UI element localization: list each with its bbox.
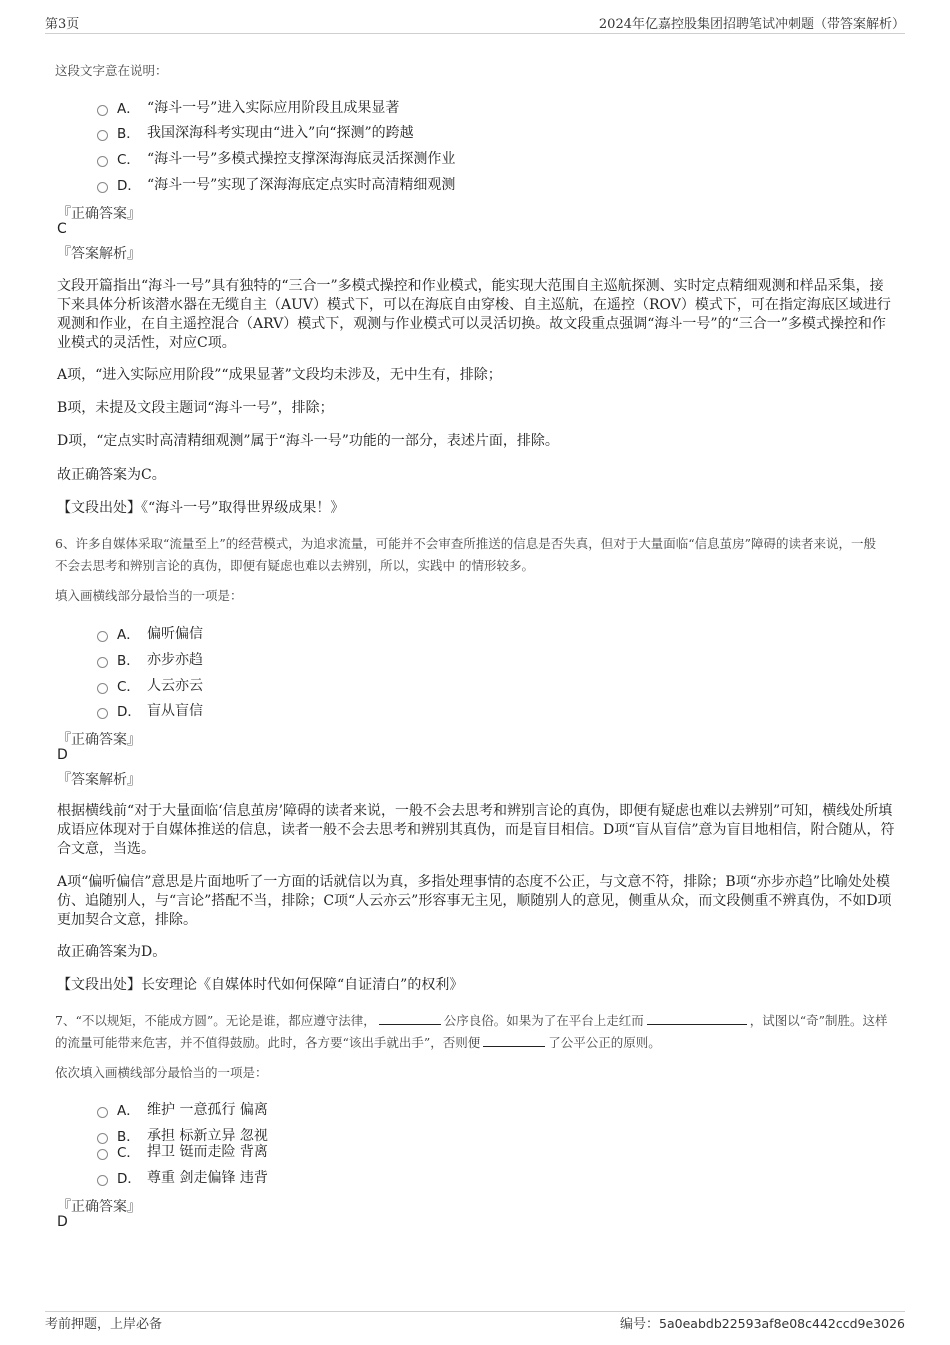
q5-option-c[interactable]: C． “海斗一号”多模式操控支撑深海海底灵活探测作业: [97, 148, 455, 168]
q5-option-a[interactable]: A． “海斗一号”进入实际应用阶段且成果显著: [97, 97, 399, 117]
header-divider: [45, 33, 905, 34]
question-6-instruction: 填入画横线部分最恰当的一项是：: [55, 588, 243, 603]
q5-option-b[interactable]: B． 我国深海科考实现由“进入”向“探测”的跨越: [97, 122, 414, 142]
q6-option-d[interactable]: D． 盲从盲信: [97, 700, 203, 720]
analysis-conclusion: 故正确答案为D。: [57, 944, 167, 960]
radio-icon[interactable]: [97, 1149, 108, 1160]
radio-icon[interactable]: [97, 130, 108, 141]
analysis-label: 『答案解析』: [57, 772, 141, 788]
question-5-prompt: 这段文字意在说明：: [55, 63, 168, 78]
page-number: 第3页: [45, 17, 80, 32]
radio-icon[interactable]: [97, 1107, 108, 1118]
answer-blank[interactable]: [647, 1012, 747, 1025]
analysis-paragraph: D项，“定点实时高清精细观测”属于“海斗一号”功能的一部分，表述片面，排除。: [57, 433, 559, 449]
answer-label: 『正确答案』: [57, 206, 141, 222]
q6-option-a[interactable]: A． 偏听偏信: [97, 623, 203, 643]
document-title: 2024年亿嘉控股集团招聘笔试冲刺题（带答案解析）: [598, 17, 905, 32]
q6-option-c[interactable]: C． 人云亦云: [97, 675, 203, 695]
analysis-paragraph: 根据横线前“对于大量面临‘信息茧房’障碍的读者来说，一般不会去思考和辨别言论的真伪，即便有疑虑也难以去辨别”可知，横线处所填成语应体现对于自媒体推送的信息，读者一般不会去思考和辨别其真伪，而是盲目相信。D项“盲从盲信”意为盲目地相信，附合随从，符合文意，当选。: [57, 803, 895, 857]
correct-answer: C: [57, 221, 67, 237]
analysis-paragraph: A项“偏听偏信”意思是片面地听了一方面的话就信以为真，多指处理事情的态度不公正，与文意不符，排除；B项“亦步亦趋”比喻处处模仿、追随别人，与“言论”搭配不当，排除；C项“人云亦云”形容事无主见，顺随别人的意见，侧重从众，而文段侧重不辨真伪，不如D项更加契合文意，排除。: [57, 874, 892, 928]
correct-answer: D: [57, 1214, 68, 1230]
answer-label: 『正确答案』: [57, 1199, 141, 1215]
analysis-label: 『答案解析』: [57, 246, 141, 262]
answer-blank[interactable]: [379, 1012, 441, 1025]
q5-option-d[interactable]: D． “海斗一号”实现了深海海底定点实时高清精细观测: [97, 174, 455, 194]
analysis-paragraph: 文段开篇指出“海斗一号”具有独特的“三合一”多模式操控和作业模式，能实现大范围自主巡航探测、实时定点精细观测和样品采集，接下来具体分析该潜水器在无缆自主（AUV）模式下，可以在海底自由穿梭、自主巡航，在遥控（ROV）模式下，可在指定海底区域进行观测和作业，在自主遥控混合（ARV）模式下，观测与作业模式可以灵活切换。故文段重点强调“海斗一号”的“三合一”多模式操控和作业模式的灵活性，对应C项。: [57, 278, 891, 351]
document-code: 编号：5a0eabdb22593af8e08c442ccd9e3026: [620, 1316, 905, 1332]
question-7-instruction: 依次填入画横线部分最恰当的一项是：: [55, 1065, 268, 1080]
q6-option-b[interactable]: B． 亦步亦趋: [97, 649, 203, 669]
q7-option-c[interactable]: C． 捍卫 铤而走险 背离: [97, 1141, 268, 1161]
answer-blank[interactable]: [483, 1034, 545, 1047]
analysis-paragraph: B项，未提及文段主题词“海斗一号”，排除；: [57, 400, 334, 416]
radio-icon[interactable]: [97, 182, 108, 193]
question-7-stem: 7、“不以规矩，不能成方圆”。无论是谁，都应遵守法律， 公序良俗。如果为了在平台上走红而 ，试图以“奇”制胜。这样的流量可能带来危害，并不值得鼓励。此时，各方要“该出手就出手”，否则便 了公平公正的原则。: [55, 1013, 888, 1050]
q7-option-a[interactable]: A． 维护 一意孤行 偏离: [97, 1099, 268, 1119]
radio-icon[interactable]: [97, 657, 108, 668]
source-citation: 【文段出处】《“海斗一号”取得世界级成果！》: [57, 500, 345, 516]
radio-icon[interactable]: [97, 156, 108, 167]
source-citation: 【文段出处】长安理论《自媒体时代如何保障“自证清白”的权利》: [57, 977, 464, 993]
answer-label: 『正确答案』: [57, 732, 141, 748]
radio-icon[interactable]: [97, 683, 108, 694]
q7-option-d[interactable]: D． 尊重 剑走偏锋 违背: [97, 1167, 268, 1187]
footer-slogan: 考前押题，上岸必备: [45, 1317, 163, 1332]
analysis-paragraph: A项，“进入实际应用阶段”“成果显著”文段均未涉及，无中生有，排除；: [57, 367, 502, 383]
radio-icon[interactable]: [97, 708, 108, 719]
radio-icon[interactable]: [97, 1175, 108, 1186]
footer-divider: [45, 1311, 905, 1312]
correct-answer: D: [57, 747, 68, 763]
question-6-stem: 6、许多自媒体采取“流量至上”的经营模式，为追求流量，可能并不会审查所推送的信息是否失真，但对于大量面临“信息茧房”障碍的读者来说，一般不会去思考和辨别言论的真伪，即便有疑虑也难以去辨别，所以，实践中 的情形较多。: [55, 536, 877, 573]
analysis-conclusion: 故正确答案为C。: [57, 467, 166, 483]
radio-icon[interactable]: [97, 631, 108, 642]
q7-option-b[interactable]: B． 承担 标新立异 忽视: [97, 1125, 268, 1145]
radio-icon[interactable]: [97, 105, 108, 116]
